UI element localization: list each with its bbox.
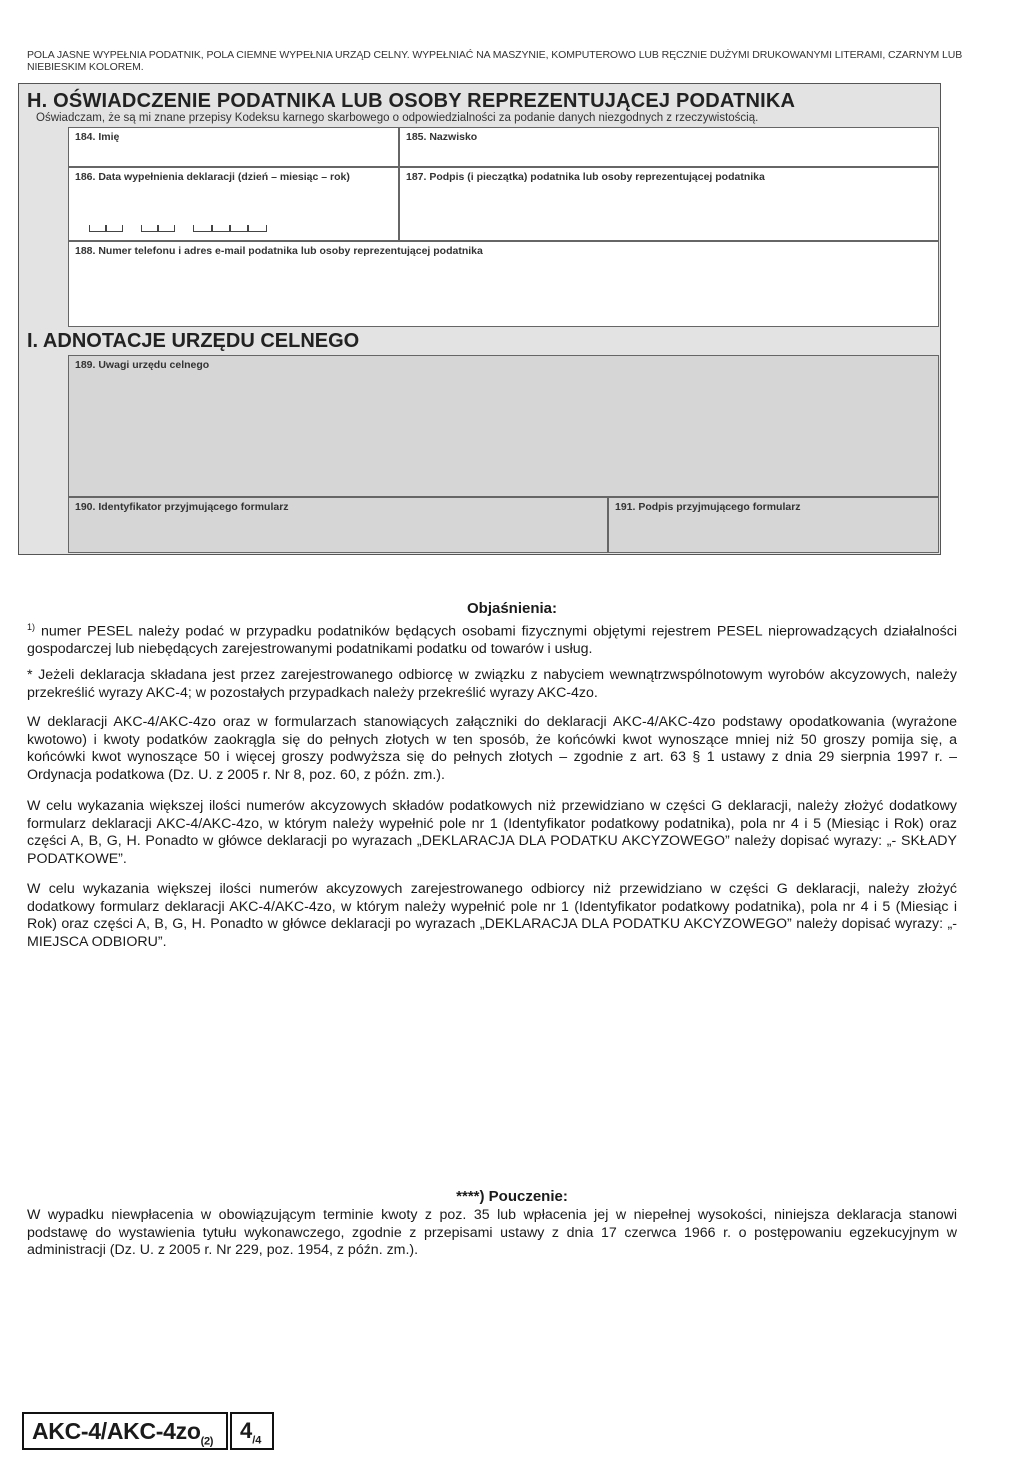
field-188-phone-email[interactable] xyxy=(68,241,939,327)
form-code-box xyxy=(22,1412,228,1450)
field-187-signature[interactable] xyxy=(399,167,939,241)
instruction-title: ****) Pouczenie: xyxy=(456,1188,568,1205)
field-189-customs-remarks xyxy=(68,355,939,497)
instruction-note: POLA JASNE WYPEŁNIA PODATNIK, POLA CIEMNE WYPEŁNIA URZĄD CELNY. WYPEŁNIAĆ NA MASZYNIE, KOMPUTEROWO LUB RĘCZNIE DUŻYMI DRUKOWANYMI LITERAMI, CZARNYM LUB NIEBIESKIM KOLOREM. xyxy=(27,49,963,73)
section-i-title: I. ADNOTACJE URZĘDU CELNEGO xyxy=(27,330,360,352)
page-total: /4 xyxy=(252,1434,262,1447)
date-digit-boxes xyxy=(89,224,449,232)
page-number-box xyxy=(230,1412,274,1450)
explanation-tax-warehouses: W celu wykazania większej ilości numerów akcyzowych składów podatkowych niż przewidziano w części G deklaracji, należy złożyć dodatkowy formularz deklaracji AKC-4/AKC-4zo, w którym należy wypełnić pole nr 1 (Identyfikator podatkowy podatnika), pola nr 4 i 5 (Miesiąc i Rok) oraz części A, B, G, H. Ponadto w główce deklaracji po wyrazach „DEKLARACJA DLA PODATKU AKCYZOWEGO” należy dopisać wyrazy: „- SKŁADY PODATKOWE”. xyxy=(27,798,957,867)
explanation-receiver-places: W celu wykazania większej ilości numerów akcyzowych zarejestrowanego odbiorcy niż przewidziano w części G deklaracji, należy złożyć dodatkowy formularz deklaracji AKC-4/AKC-4zo, w którym należy wypełnić pole nr 1 (Identyfikator podatkowy podatnika), pola nr 4 i 5 (Miesiąc i Rok) oraz części A, B, G, H. Ponadto w główce deklaracji po wyrazach „DEKLARACJA DLA PODATKU AKCYZOWEGO” należy dopisać wyrazy: „- MIEJSCA ODBIORU”. xyxy=(27,881,957,950)
field-191-receiver-signature xyxy=(608,497,939,553)
explanation-rounding: W deklaracji AKC-4/AKC-4zo oraz w formularzach stanowiących załączniki do deklaracji AKC-4/AKC-4zo podstawy opodatkowania (wyrażone kwotowo) i kwoty podatków zaokrągla się do pełnych złotych w ten sposób, że końcówki kwot wynoszące mniej niż 50 groszy pomija się, a końcówki kwot wynoszące 50 i więcej groszy podwyższa się do pełnych złotych – zgodnie z art. 63 § 1 ustawy z dnia 29 sierpnia 1997 r. – Ordynacja podatkowa (Dz. U. z 2005 r. Nr 8, poz. 60, z późn. zm.). xyxy=(27,714,957,783)
field-185-label: 185. Nazwisko xyxy=(406,131,478,143)
section-h-title: H. OŚWIADCZENIE PODATNIKA LUB OSOBY REPREZENTUJĄCEJ PODATNIKA xyxy=(27,90,796,112)
explanation-pesel: $^{1)}$ numer PESEL należy podać w przypadku podatników będących osobami fizycznymi objętymi rejestrem PESEL nieprowadzących działalności gospodarczej lub niebędących zarejestrowanymi podatnikami podatku od towarów i usług. xyxy=(27,622,957,658)
field-184-label: 184. Imię xyxy=(75,131,120,143)
field-191-label: 191. Podpis przyjmującego formularz xyxy=(615,501,801,513)
field-190-receiver-id xyxy=(68,497,608,553)
field-190-label: 190. Identyfikator przyjmującego formularz xyxy=(75,501,289,513)
field-186-label: 186. Data wypełnienia deklaracji (dzień – miesiąc – rok) xyxy=(75,171,350,183)
instruction-text: W wypadku niewpłacenia w obowiązującym terminie kwoty z poz. 35 lub wpłacenia jej w niepełnej wysokości, niniejsza deklaracja stanowi podstawę do wystawienia tytułu wykonawczego, zgodnie z przepisami ustawy z dnia 17 czerwca 1966 r. o postępowaniu egzekucyjnym w administracji (Dz. U. z 2005 r. Nr 229, poz. 1954, z późn. zm.). xyxy=(27,1207,957,1258)
explanations-title: Objaśnienia: xyxy=(466,600,558,617)
field-189-label: 189. Uwagi urzędu celnego xyxy=(75,359,210,371)
form-code: AKC-4/AKC-4zo xyxy=(32,1418,201,1444)
field-184-first-name[interactable] xyxy=(68,127,399,167)
field-185-last-name[interactable] xyxy=(399,127,939,167)
page-number: 4 xyxy=(240,1418,253,1443)
form-version: (2) xyxy=(200,1435,214,1448)
explanation-akc4-strike: * Jeżeli deklaracja składana jest przez zarejestrowanego odbiorcę w związku z nabyciem wewnątrzwspólnotowym wyrobów akcyzowych, należy przekreślić wyrazy AKC-4; w pozostałych przypadkach należy przekreślić wyrazy AKC-4zo. xyxy=(27,667,957,701)
section-h-description: Oświadczam, że są mi znane przepisy Kodeksu karnego skarbowego o odpowiedzialności za podanie danych niezgodnych z rzeczywistością. xyxy=(36,112,759,124)
field-188-label: 188. Numer telefonu i adres e-mail podatnika lub osoby reprezentującej podatnika xyxy=(75,245,483,257)
field-187-label: 187. Podpis (i pieczątka) podatnika lub osoby reprezentującej podatnika xyxy=(406,171,765,183)
field-186-fill-date[interactable] xyxy=(68,167,399,241)
